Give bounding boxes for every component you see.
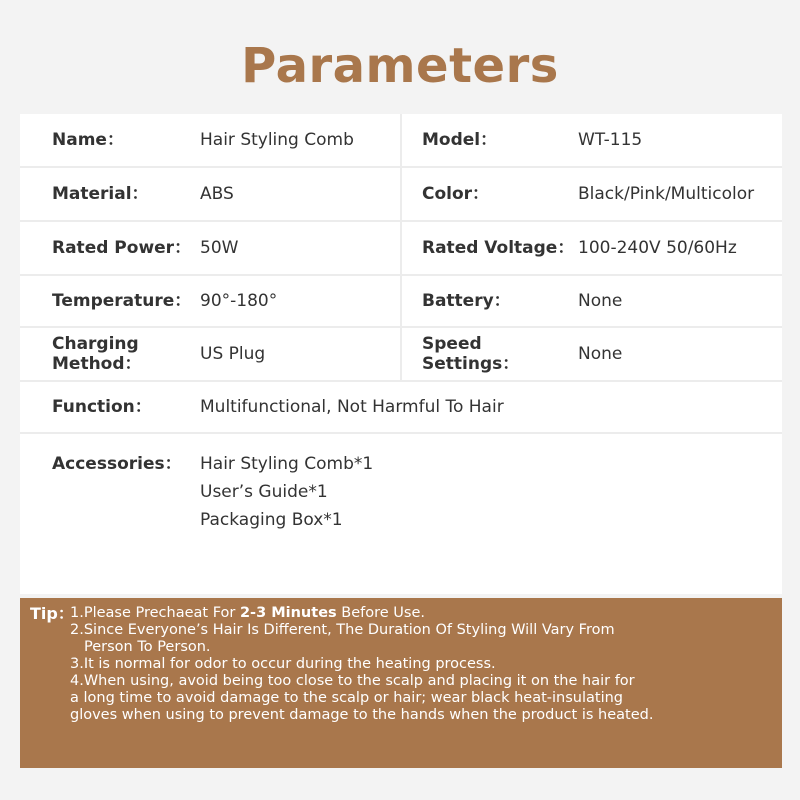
rated-power-label: Rated Power： <box>52 238 192 258</box>
battery-value: None <box>578 291 623 311</box>
tip-line-3: 3.It is normal for odor to occur during the heating process. <box>70 656 496 672</box>
column-divider <box>400 168 402 220</box>
tip-text: 1.Please Prechaeat For <box>70 605 240 621</box>
color-label: Color： <box>422 184 490 204</box>
material-label: Material： <box>52 184 149 204</box>
color-value: Black/Pink/Multicolor <box>578 184 755 204</box>
list-item: Packaging Box*1 <box>200 510 343 530</box>
table-row <box>20 328 782 382</box>
column-divider <box>400 222 402 274</box>
rated-power-value: 50W <box>200 238 239 258</box>
accessories-row <box>20 434 782 594</box>
table-row <box>20 382 782 434</box>
table-row <box>20 276 782 328</box>
speed-settings-label <box>422 328 519 380</box>
temperature-label: Temperature： <box>52 291 192 311</box>
page-title: Parameters <box>241 38 559 94</box>
rated-voltage-value: 100-240V 50/60Hz <box>578 238 737 258</box>
column-divider <box>400 114 402 166</box>
rated-voltage-label: Rated Voltage： <box>422 238 575 258</box>
charging-method-label-line1: Charging <box>52 334 139 354</box>
charging-method-value: US Plug <box>200 344 266 364</box>
material-value: ABS <box>200 184 234 204</box>
table-row <box>20 114 782 168</box>
accessories-label: Accessories： <box>52 454 182 474</box>
tip-line-4-cont: a long time to avoid damage to the scalp or hair; wear black heat-insulating <box>70 690 624 706</box>
list-item: User’s Guide*1 <box>200 482 328 502</box>
parameters-table <box>20 114 782 594</box>
tip-line-2: 2.Since Everyone’s Hair Is Different, The Duration Of Styling Will Vary From <box>70 622 615 638</box>
tip-body <box>70 605 776 724</box>
tip-label: Tip： <box>30 604 74 623</box>
function-value: Multifunctional, Not Harmful To Hair <box>200 397 504 417</box>
list-item: Hair Styling Comb*1 <box>200 454 374 474</box>
table-row <box>20 168 782 222</box>
tip-line-2-cont: Person To Person. <box>84 639 211 655</box>
tip-line-4-cont: gloves when using to prevent damage to the hands when the product is heated. <box>70 707 654 723</box>
table-row <box>20 222 782 276</box>
function-label: Function： <box>52 397 152 417</box>
tip-emphasis: 2-3 Minutes <box>239 605 337 621</box>
name-value: Hair Styling Comb <box>200 130 354 150</box>
charging-method-label <box>52 328 142 380</box>
tip-panel <box>20 598 782 768</box>
model-value: WT-115 <box>578 130 643 150</box>
charging-method-label-line2: Method： <box>52 354 142 374</box>
battery-label: Battery： <box>422 291 511 311</box>
speed-settings-label-line2: Settings： <box>422 354 520 374</box>
column-divider <box>400 328 402 380</box>
accessories-list <box>200 450 373 534</box>
tip-line-1 <box>70 605 776 622</box>
speed-settings-label-line1: Speed <box>422 334 482 354</box>
column-divider <box>400 276 402 326</box>
temperature-value: 90°-180° <box>200 291 278 311</box>
tip-line-4: 4.When using, avoid being too close to the scalp and placing it on the hair for <box>70 673 635 689</box>
name-label: Name： <box>52 130 124 150</box>
speed-settings-value: None <box>578 344 623 364</box>
model-label: Model： <box>422 130 498 150</box>
tip-text: Before Use. <box>336 605 425 621</box>
